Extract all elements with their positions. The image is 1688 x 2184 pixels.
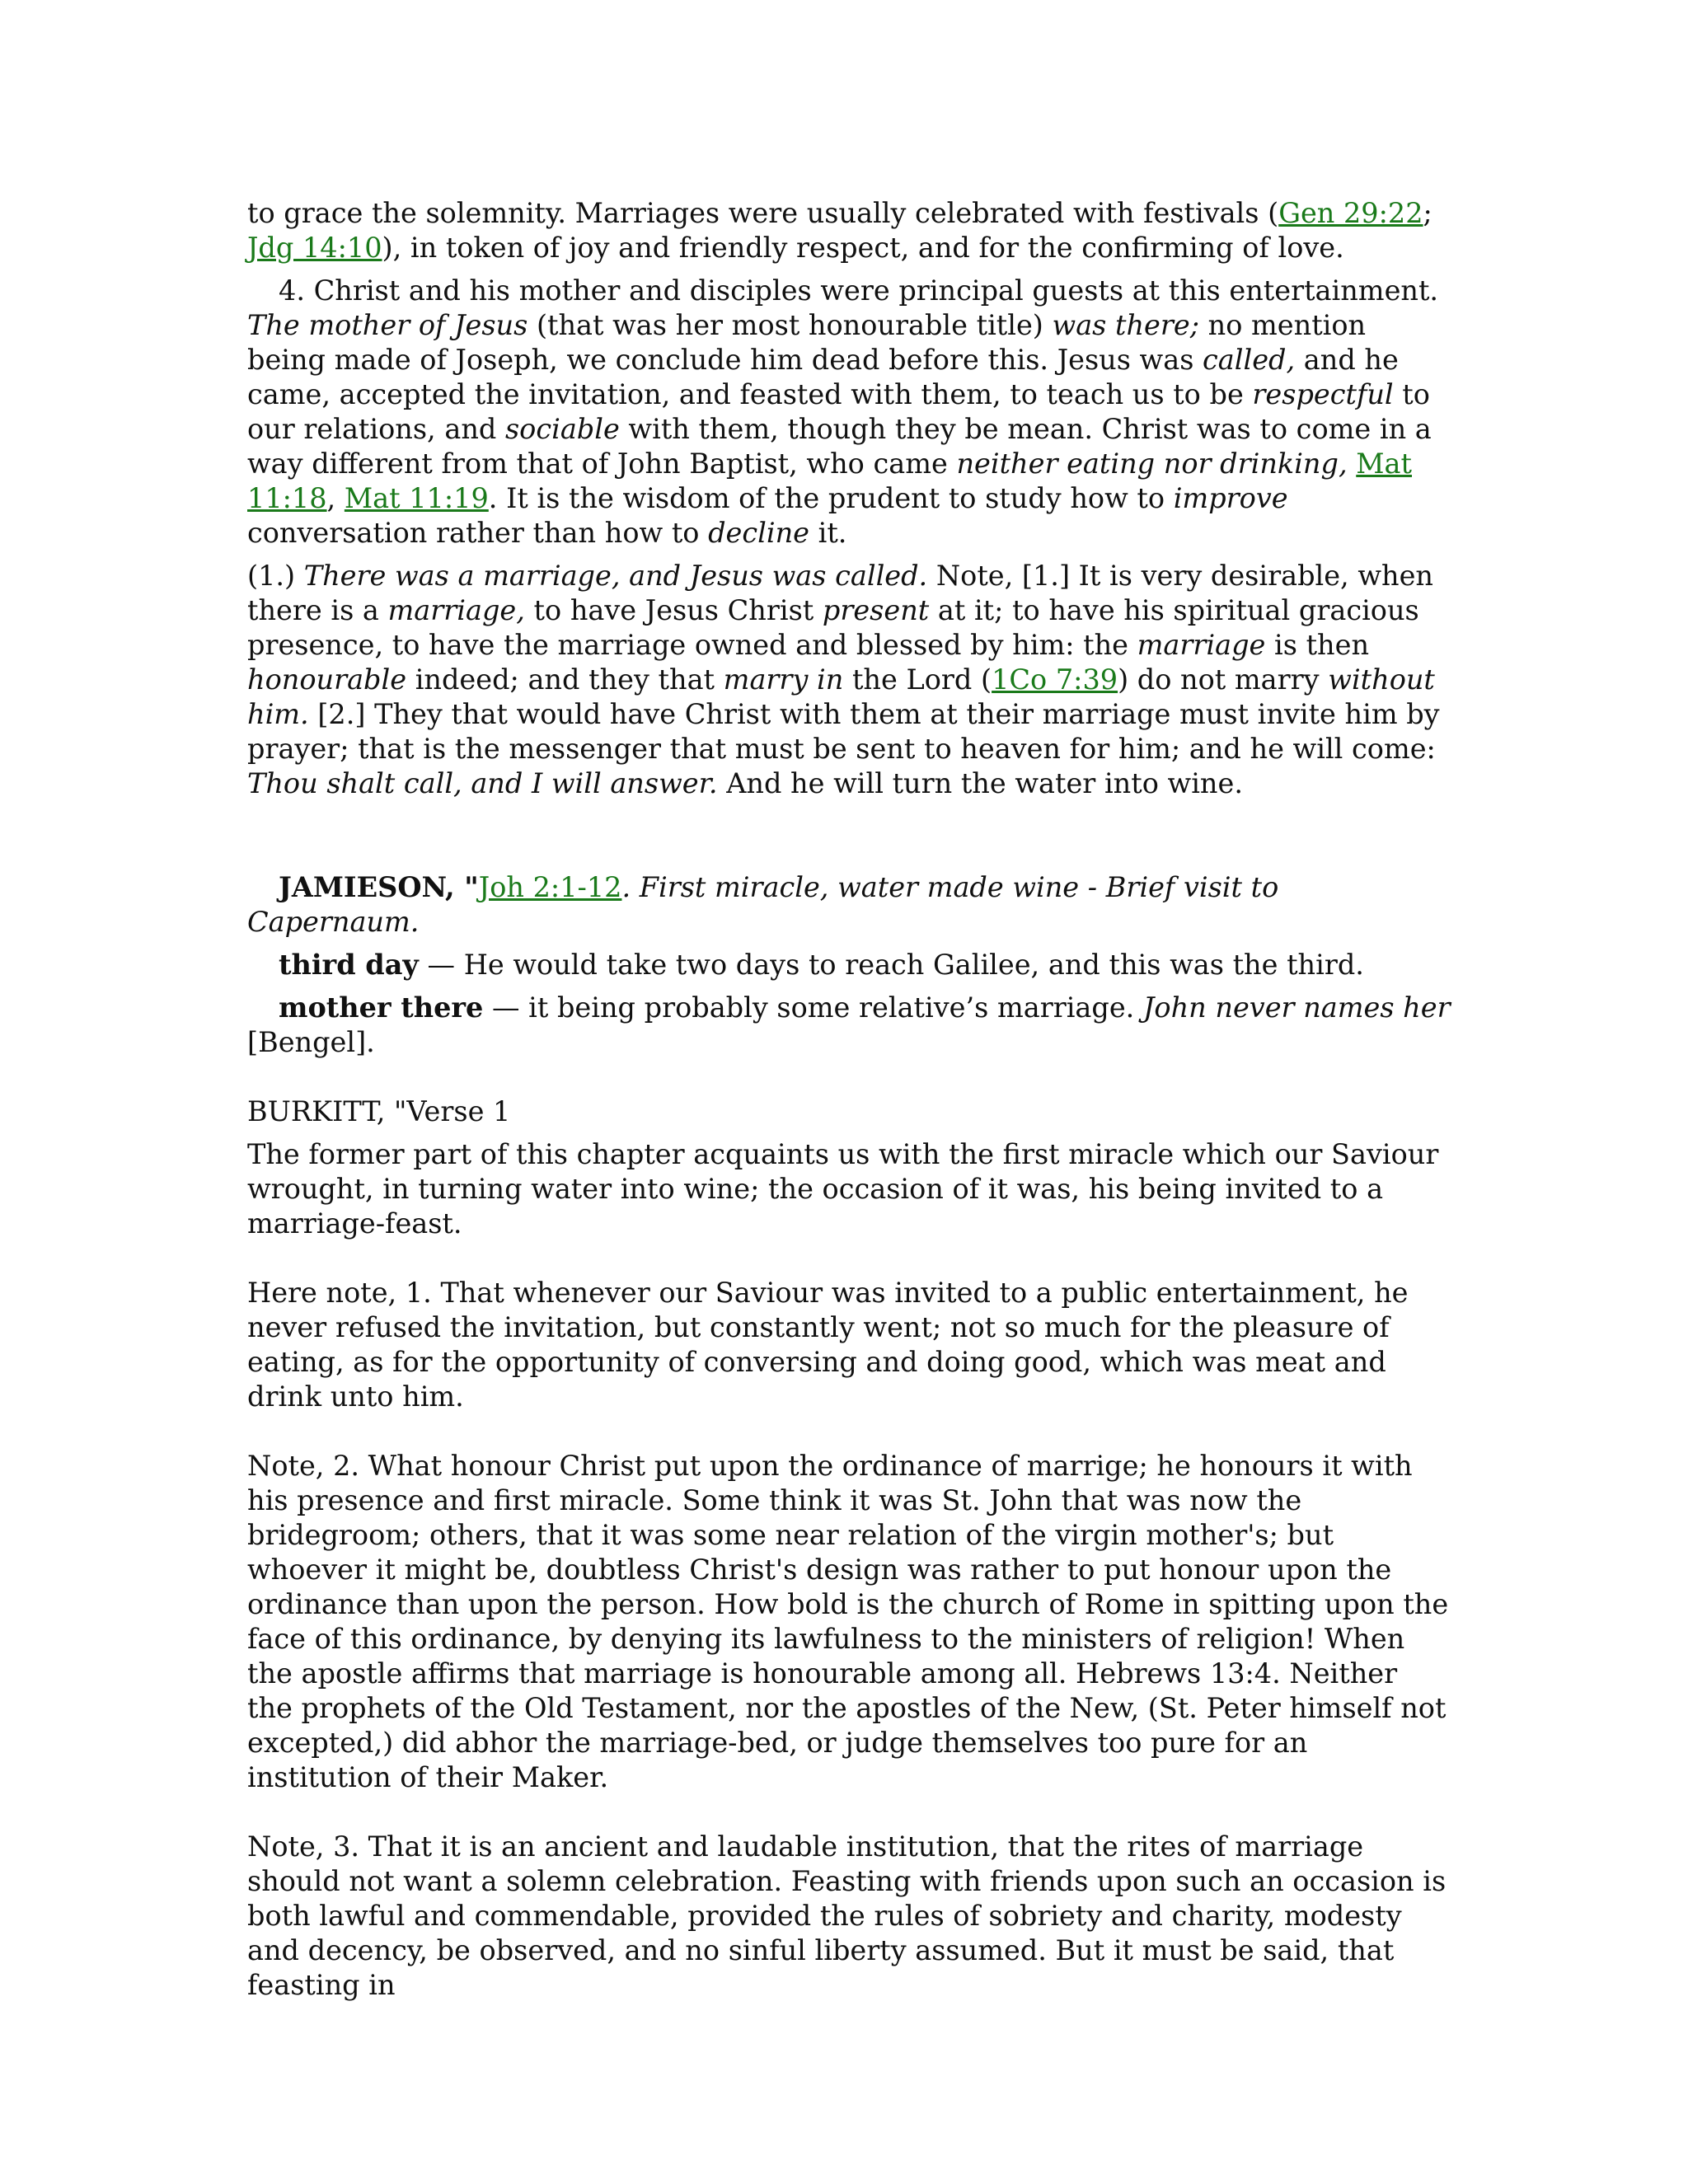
italic-text: neither eating nor drinking, <box>956 448 1348 480</box>
text-run: 4. Christ and his mother and disciples were principal guests at this entertainment. <box>279 274 1439 307</box>
paragraph-burkitt-intro <box>247 1137 1451 1241</box>
text-run: to grace the solemnity. Marriages were usually celebrated with festivals ( <box>247 197 1279 229</box>
text-run: — He would take two days to reach Galilee, and this was the third. <box>418 949 1364 981</box>
italic-text: Thou shalt call, and I will answer. <box>247 767 718 799</box>
text-run: — it being probably some relative’s marriage. <box>483 991 1143 1024</box>
text-run: conversation rather than how to <box>247 517 709 549</box>
text-run: [2.] They that would have Christ with them at their marriage must invite him by prayer; that is the messenger that must be sent to heaven for him; and he will come: <box>247 698 1440 765</box>
document-page <box>247 196 1451 2003</box>
paragraph-burkitt-note-2 <box>247 1449 1451 1795</box>
italic-text: marry in <box>723 663 844 696</box>
italic-text: marriage <box>1137 629 1266 661</box>
text-run <box>1348 448 1357 480</box>
text-run: . It is the wisdom of the prudent to study how to <box>488 482 1174 514</box>
text-run: ) do not marry <box>1118 663 1329 696</box>
text-run: And he will turn the water into wine. <box>717 767 1243 799</box>
scripture-reference-link[interactable]: 1Co 7:39 <box>992 663 1118 696</box>
paragraph-henry-marriage <box>247 559 1451 801</box>
italic-text: . First miracle, water made wine - Brief visit to Capernaum. <box>247 871 1279 938</box>
bold-text: mother there <box>279 991 484 1024</box>
text-run: Note, 2. What honour Christ put upon the ordinance of marrige; he honours it with his presence and first miracle. Some think it was St. John that was now the bridegroom; others, that it was some near relation of the virgin mother's; but whoever it might be, doubtless Christ's design was rather to put honour upon the ordinance than upon the person. How bold is the church of Rome in spitting upon the face of this ordinance, by denying its lawfulness to the ministers of religion! When the apostle affirms that marriage is honourable among all. Hebrews 13:4. Neither the prophets of the Old Testament, nor the apostles of the New, (St. Peter himself not excepted,) did abhor the marriage-bed, or judge themselves too pure for an institution of their Maker. <box>247 1450 1449 1793</box>
text-run: BURKITT, "Verse 1 <box>247 1095 511 1127</box>
text-run: (1.) <box>247 560 304 592</box>
italic-text: John never names her <box>1142 991 1451 1024</box>
italic-text: improve <box>1173 482 1288 514</box>
text-run: at it; to have his spiritual gracious presence, to have the marriage owned and blessed by him: the <box>247 594 1419 661</box>
text-run: ), in token of joy and friendly respect, and for the confirming of love. <box>382 232 1344 264</box>
italic-text: marriage, <box>387 594 525 626</box>
text-run: Note, [1.] It is very desirable, when there is a <box>247 560 1433 626</box>
scripture-reference-link[interactable]: Jdg 14:10 <box>247 232 382 264</box>
paragraph-burkitt-heading <box>247 1094 1451 1129</box>
text-run: and he came, accepted the invitation, and feasted with them, to teach us to be <box>247 344 1399 410</box>
text-run: no mention being made of Joseph, we conclude him dead before this. Jesus was <box>247 309 1367 376</box>
text-run: (that was her most honourable title) <box>528 309 1053 341</box>
bold-text: third day <box>279 949 419 981</box>
text-run: the Lord ( <box>843 663 992 696</box>
text-run: to have Jesus Christ <box>524 594 823 626</box>
paragraph-henry-guests <box>247 274 1451 551</box>
text-run: Here note, 1. That whenever our Saviour was invited to a public entertainment, he never refused the invitation, but constantly went; not so much for the pleasure of eating, as for the opportunity of conversing and doing good, which was meat and drink unto him. <box>247 1277 1409 1413</box>
italic-text: The mother of Jesus <box>247 309 528 341</box>
text-run: is then <box>1265 629 1370 661</box>
scripture-reference-link[interactable]: Mat 11:19 <box>344 482 489 514</box>
bold-text: JAMIESON, " <box>279 871 479 903</box>
paragraph-jamieson-third-day <box>247 948 1451 982</box>
text-run: [Bengel]. <box>247 1026 375 1058</box>
italic-text: without him. <box>247 663 1435 730</box>
text-run: Note, 3. That it is an ancient and laudable institution, that the rites of marriage should not want a solemn celebration. Feasting with friends upon such an occasion is both lawful and commendable, provided the rules of sobriety and charity, modesty and decency, be observed, and no sinful liberty assumed. But it must be said, that feasting in <box>247 1830 1447 2001</box>
italic-text: There was a marriage, and Jesus was called. <box>303 560 928 592</box>
italic-text: sociable <box>504 413 620 445</box>
paragraph-henry-intro <box>247 196 1451 265</box>
paragraph-jamieson-heading <box>247 870 1451 940</box>
paragraph-burkitt-note-1 <box>247 1276 1451 1414</box>
text-run: it. <box>809 517 847 549</box>
italic-text: present <box>822 594 930 626</box>
italic-text: honourable <box>247 663 407 696</box>
scripture-reference-link[interactable]: Mat 11:18 <box>247 448 1412 514</box>
text-run: The former part of this chapter acquaints us with the first miracle which our Saviour wrought, in turning water into wine; the occasion of it was, his being invited to a marriage-feast. <box>247 1138 1439 1240</box>
text-run: ; <box>1423 197 1432 229</box>
scripture-reference-link[interactable]: Joh 2:1-12 <box>478 871 622 903</box>
italic-text: decline <box>708 517 809 549</box>
italic-text: was there; <box>1052 309 1199 341</box>
text-run: with them, though they be mean. Christ was to come in a way different from that of John Baptist, who came <box>247 413 1432 480</box>
paragraph-burkitt-note-3 <box>247 1830 1451 2003</box>
text-run: indeed; and they that <box>406 663 724 696</box>
italic-text: respectful <box>1252 378 1394 410</box>
text-run: , <box>326 482 345 514</box>
paragraph-jamieson-mother <box>247 991 1451 1060</box>
italic-text: called, <box>1203 344 1296 376</box>
scripture-reference-link[interactable]: Gen 29:22 <box>1278 197 1423 229</box>
text-run: to our relations, and <box>247 378 1430 445</box>
